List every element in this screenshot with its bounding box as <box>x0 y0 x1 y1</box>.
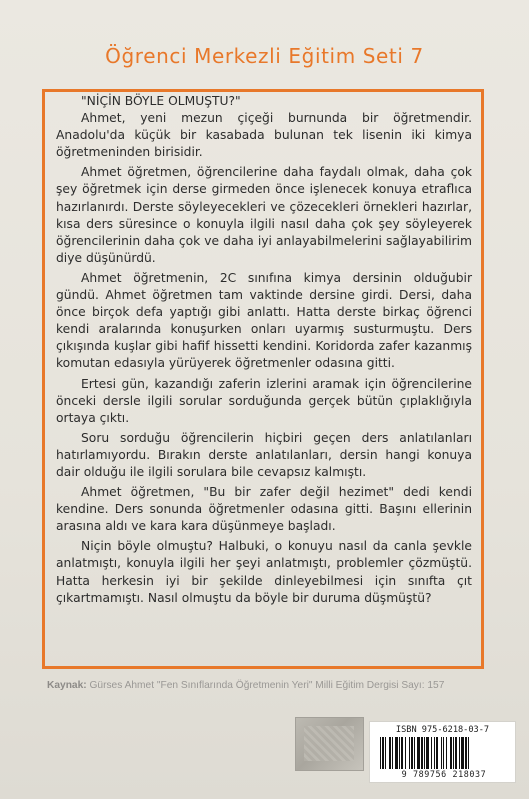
hologram-sticker <box>295 717 364 771</box>
story-paragraph: Ahmet öğretmen, öğrencilerine daha faydalı olmak, daha çok şey öğretmek için derse girmeden önce işlenecek konuya etraflıca hazırlanırdı. Derste söyleyecekleri ve çözecekleri örnekleri hazırlar, kısa ders süresince o konuyla ilgili nasıl daha çok şey söyleyerek öğrencilerinin daha çok ve daha iyi anlayabilmelerini sağlayabilirim diye düşünürdü. <box>56 165 472 265</box>
story-paragraph: Ertesi gün, kazandığı zaferin izlerini aramak için öğrencilerine önceki dersle ilgili sorular sorduğunda gerçek bütün çıplaklığıyla ortaya çıktı. <box>56 376 472 425</box>
isbn-text: ISBN 975-6218-03-7 <box>395 725 490 735</box>
story-paragraph: Niçin böyle olmuştu? Halbuki, o konuyu nasıl da canla şevkle anlatmıştı, konuyla ilgili her şeyi anlatmıştı, problemler çözmüştü. Hatta herkesin iyi bir şekilde dinleyebilmesi için sınıfta çıt çıkartmamıştı. Nasıl olmuştu da böyle bir duruma düşmüştü? <box>56 539 472 605</box>
story-paragraph: Ahmet öğretmenin, 2C sınıfına kimya dersinin olduğubir gündü. Ahmet öğretmen tam vaktinde dersine girdi. Dersi, daha önce birçok defa yaptığı gibi anlattı. Hatta derste birkaç öğrenci kendi aralarında konuşurken onları uyarmış susturmuştu. Ders çıkışında kuşlar gibi hafif hissetti kendini. Koridorda zafer kazanmış komutan edasıyla yürüyerek öğretmenler odasına gitti. <box>56 270 472 371</box>
hologram-pattern <box>304 726 354 761</box>
barcode-icon <box>380 737 505 769</box>
barcode-label <box>369 721 516 783</box>
series-title: Öğrenci Merkezli Eğitim Seti 7 <box>105 44 424 68</box>
source-label: Kaynak: <box>47 680 87 691</box>
source-text: Gürses Ahmet "Fen Sınıflarında Öğretmenin Yeri" Milli Eğitim Dergisi Sayı: 157 <box>89 680 445 691</box>
barcode-number: 9 789756 218037 <box>401 769 487 779</box>
story-heading: "NİÇİN BÖYLE OLMUŞTU?" <box>81 94 241 108</box>
source-citation <box>47 680 487 691</box>
story-paragraph: Ahmet, yeni mezun çiçeği burnunda bir öğretmendir. Anadolu'da küçük bir kasabada bulunan tek lisenin iki kimya öğretmeninden birisidir. <box>56 111 472 160</box>
story-paragraph: Ahmet öğretmen, "Bu bir zafer değil hezimet" dedi kendi kendine. Ders sonunda öğretmenler odasına gitti. Başını ellerinin arasına aldı ve kara kara düşünmeye başladı. <box>56 485 472 534</box>
story-paragraph: Soru sorduğu öğrencilerin hiçbiri geçen ders anlatılanları hatırlamıyordu. Bırakın derste anlatılanları, dersin hangi konuya dair olduğu ile ilgili sorulara bile cevapsız kalmıştı. <box>56 430 472 479</box>
story-text <box>56 93 472 610</box>
